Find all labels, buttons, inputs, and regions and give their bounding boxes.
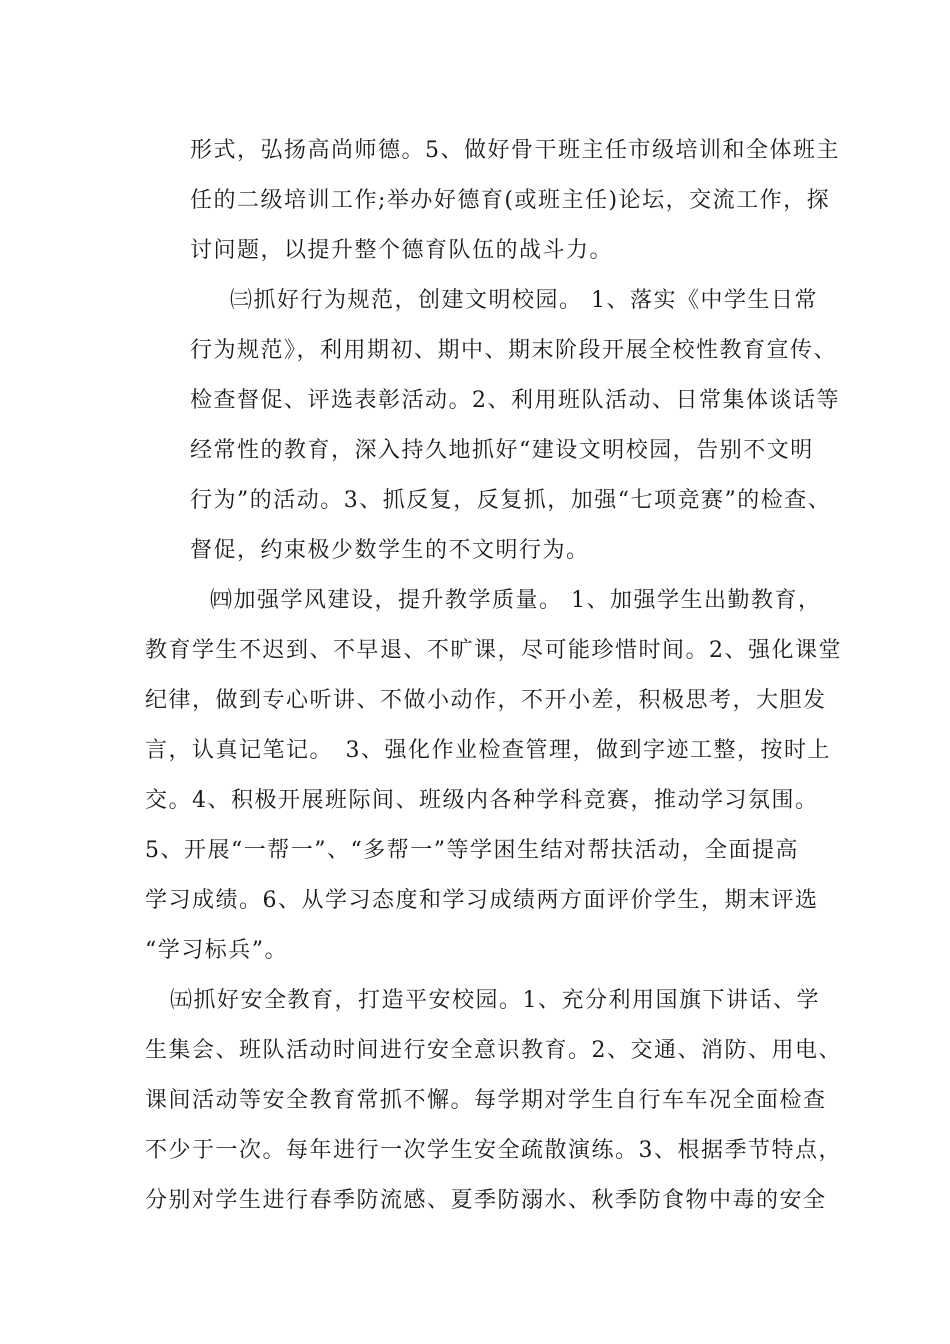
text-line: 学习成绩。6、从学习态度和学习成绩两方面评价学生，期末评选 bbox=[145, 888, 819, 913]
text-line: 生集会、班队活动时间进行安全意识教育。2、交通、消防、用电、 bbox=[145, 1038, 842, 1063]
text-line: 5、开展“一帮一”、“多帮一”等学困生结对帮扶活动，全面提高 bbox=[145, 838, 799, 863]
text-line: 课间活动等安全教育常抓不懈。每学期对学生自行车车况全面检查 bbox=[145, 1088, 827, 1113]
text-line: 任的二级培训工作;举办好德育(或班主任)论坛，交流工作，探 bbox=[190, 188, 831, 213]
text-line: ㈣加强学风建设，提升教学质量。 1、加强学生出勤教育， bbox=[210, 588, 822, 613]
text-line: “学习标兵”。 bbox=[145, 938, 288, 963]
text-line: 教育学生不迟到、不早退、不旷课，尽可能珍惜时间。2、强化课堂 bbox=[145, 638, 842, 663]
text-line: ㈢抓好行为规范，创建文明校园。 1、落实《中学生日常 bbox=[230, 288, 818, 313]
text-line: ㈤抓好安全教育，打造平安校园。1、充分利用国旗下讲话、学 bbox=[170, 988, 820, 1013]
text-line: 言，认真记笔记。 3、强化作业检查管理，做到字迹工整，按时上 bbox=[145, 738, 831, 763]
text-line: 讨问题，以提升整个德育队伍的战斗力。 bbox=[190, 238, 614, 263]
text-line: 经常性的教育，深入持久地抓好“建设文明校园，告别不文明 bbox=[190, 438, 814, 463]
text-line: 形式，弘扬高尚师德。5、做好骨干班主任市级培训和全体班主 bbox=[190, 138, 840, 163]
text-line: 分别对学生进行春季防流感、夏季防溺水、秋季防食物中毒的安全 bbox=[145, 1188, 827, 1213]
text-line: 行为规范》，利用期初、期中、期末阶段开展全校性教育宣传、 bbox=[190, 338, 838, 363]
text-line: 交。4、积极开展班际间、班级内各种学科竞赛，推动学习氛围。 bbox=[145, 788, 819, 813]
text-line: 纪律，做到专心听讲、不做小动作，不开小差，积极思考，大胆发 bbox=[145, 688, 827, 713]
text-line: 督促，约束极少数学生的不文明行为。 bbox=[190, 538, 590, 563]
text-line: 检查督促、评选表彰活动。2、利用班队活动、日常集体谈话等 bbox=[190, 388, 840, 413]
text-line: 不少于一次。每年进行一次学生安全疏散演练。3、根据季节特点， bbox=[145, 1138, 842, 1163]
text-line: 行为”的活动。3、抓反复，反复抓，加强“七项竞赛”的检查、 bbox=[190, 488, 832, 513]
